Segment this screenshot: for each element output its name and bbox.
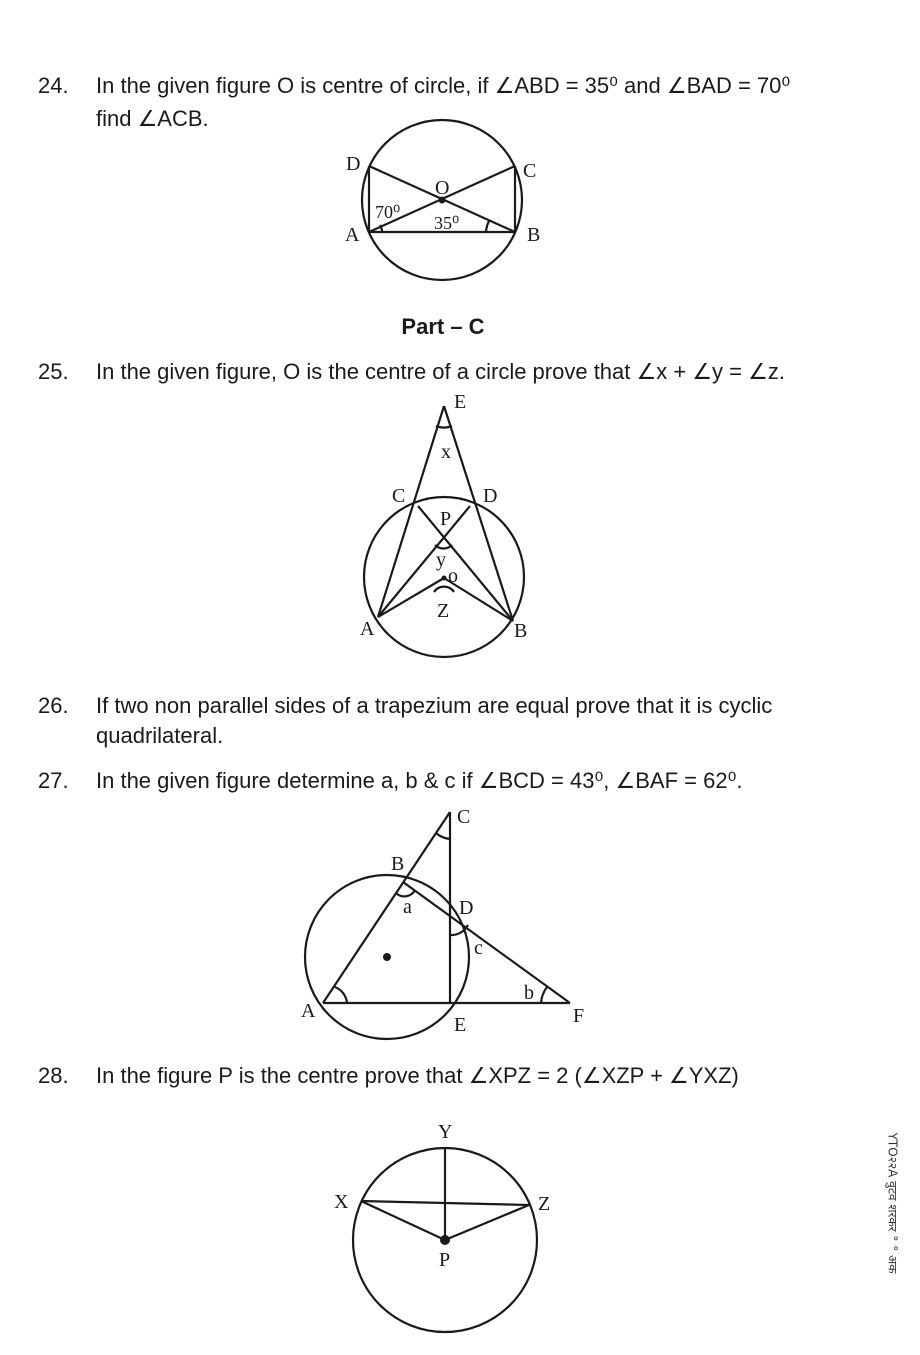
label-B: B xyxy=(391,853,405,875)
label-D: D xyxy=(483,485,498,507)
question-text-line1: In the given figure O is centre of circle, if ∠ABD = 35⁰ and ∠BAD = 70⁰ xyxy=(96,73,791,98)
label-P: P xyxy=(440,508,452,530)
label-c: c xyxy=(474,937,483,959)
label-C: C xyxy=(392,485,406,507)
question-text-line1: In the given figure, O is the centre of a circle prove that ∠x + ∠y = ∠z. xyxy=(96,359,785,384)
label-A: A xyxy=(345,224,360,246)
label-x: x xyxy=(441,441,451,463)
question-number: 26. xyxy=(38,693,69,718)
question-text-line1: In the given figure determine a, b & c if ∠BCD = 43⁰, ∠BAF = 62⁰. xyxy=(96,768,743,793)
question-text-line2: quadrilateral. xyxy=(96,723,224,748)
label-X: X xyxy=(334,1191,349,1213)
centre-dot xyxy=(442,576,447,581)
label-A: A xyxy=(301,1000,316,1022)
angle-label-35: 35⁰ xyxy=(434,213,460,233)
label-Y: Y xyxy=(438,1121,453,1143)
margin-text-label: YTO२२A वुटव शरकर ° ° अक xyxy=(885,1132,900,1274)
label-P: P xyxy=(439,1249,451,1271)
label-Z: Z xyxy=(437,600,450,622)
label-E: E xyxy=(454,391,467,413)
label-C: C xyxy=(457,806,471,828)
question-number: 27. xyxy=(38,768,69,793)
question-number: 25. xyxy=(38,359,69,384)
label-F: F xyxy=(573,1005,585,1027)
label-B: B xyxy=(514,620,528,642)
label-A: A xyxy=(360,618,375,640)
label-b: b xyxy=(524,982,534,1004)
label-o: o xyxy=(448,565,458,587)
question-text-line1: In the figure P is the centre prove that ∠XPZ = 2 (∠XZP + ∠YXZ) xyxy=(96,1063,739,1088)
angle-label-70: 70⁰ xyxy=(375,202,401,222)
question-text-line2: find ∠ACB. xyxy=(96,106,209,131)
label-D: D xyxy=(459,897,474,919)
label-C: C xyxy=(523,160,537,182)
label-O: O xyxy=(435,177,450,199)
section-heading: Part – C xyxy=(401,314,485,339)
centre-dot xyxy=(440,1235,450,1245)
question-number: 24. xyxy=(38,73,69,98)
margin-text xyxy=(876,1108,910,1298)
label-B: B xyxy=(527,224,541,246)
label-a: a xyxy=(403,896,412,918)
question-text-line1: If two non parallel sides of a trapezium are equal prove that it is cyclic xyxy=(96,693,773,718)
label-E: E xyxy=(454,1014,467,1036)
question-number: 28. xyxy=(38,1063,69,1088)
label-y: y xyxy=(436,549,446,571)
centre-dot xyxy=(383,953,391,961)
label-Z: Z xyxy=(538,1193,551,1215)
label-D: D xyxy=(346,153,361,175)
